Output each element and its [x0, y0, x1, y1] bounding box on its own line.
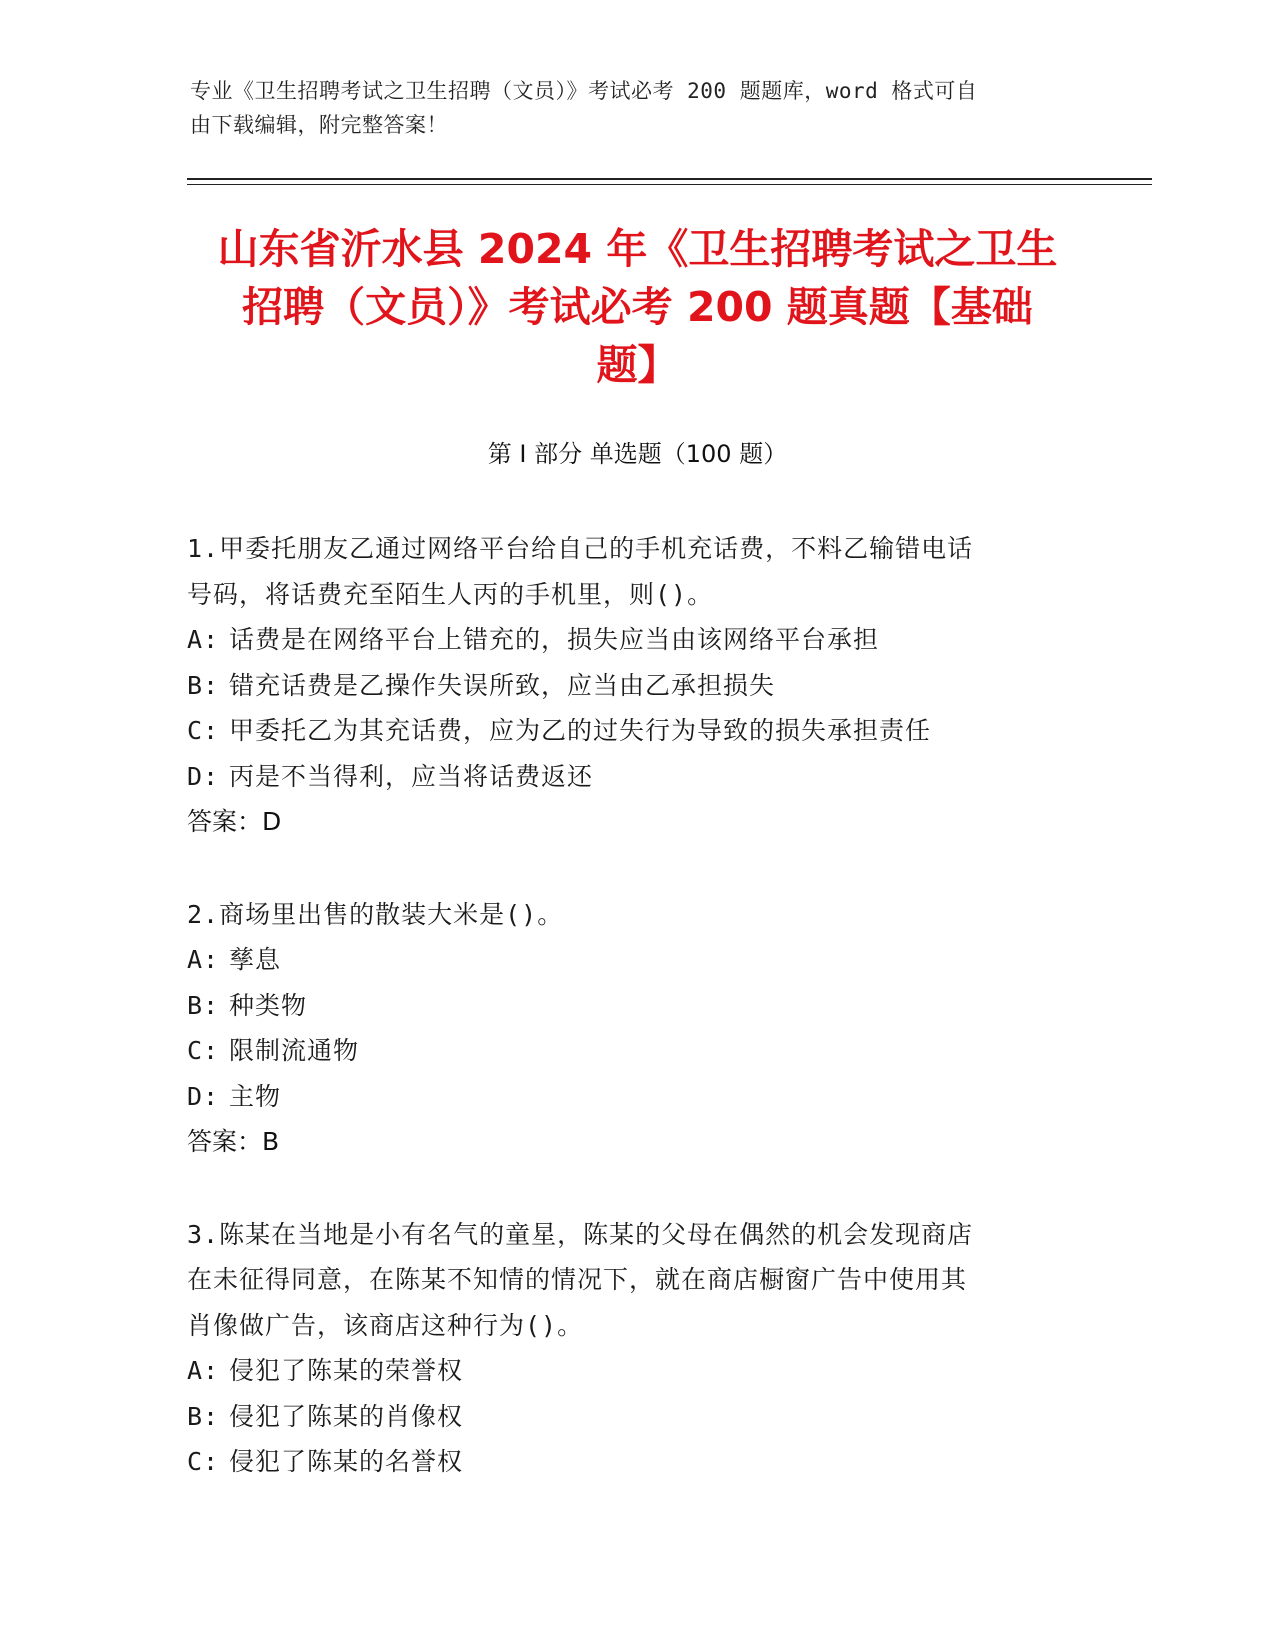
option-d: [187, 754, 1067, 800]
question-stem-line: 1.甲委托朋友乙通过网络平台给自己的手机充话费，不料乙输错电话: [187, 534, 974, 563]
document-title-line: 山东省沂水县 2024 年《卫生招聘考试之卫生: [217, 225, 1058, 273]
option-a: [187, 1348, 1067, 1394]
section-title: 第 I 部分 单选题（100 题）: [487, 440, 788, 468]
header-note-line: 由下载编辑，附完整答案！: [190, 113, 448, 137]
option-key: A:: [187, 1356, 220, 1385]
option-key: C:: [187, 1447, 220, 1476]
document-title-line: 招聘（文员）》考试必考 200 题真题【基础: [242, 283, 1033, 331]
question-stem-line: 在未征得同意，在陈某不知情的情况下，就在商店橱窗广告中使用其: [187, 1265, 968, 1294]
option-text: 主物: [229, 1081, 282, 1111]
option-key: D:: [187, 761, 220, 791]
option-text: 种类物: [229, 990, 308, 1020]
option-b: [187, 983, 1067, 1029]
option-a: [187, 617, 1067, 663]
option-key: B:: [187, 670, 220, 700]
option-a: [187, 937, 1067, 983]
option-key: C:: [187, 1036, 220, 1065]
option-text: 错充话费是乙操作失误所致，应当由乙承担损失: [229, 670, 776, 700]
option-c: [187, 1439, 1067, 1485]
option-b: [187, 1394, 1067, 1440]
option-text: 话费是在网络平台上错充的，损失应当由该网络平台承担: [229, 625, 880, 654]
option-text: 丙是不当得利，应当将话费返还: [229, 761, 594, 791]
question-list: [187, 526, 1067, 1532]
answer: 答案：D: [187, 807, 282, 836]
option-key: A:: [187, 945, 220, 974]
option-key: B:: [187, 1401, 220, 1431]
question-2: [187, 892, 1067, 1165]
option-c: [187, 1028, 1067, 1074]
option-text: 侵犯了陈某的肖像权: [229, 1401, 464, 1431]
question-stem-line: 3.陈某在当地是小有名气的童星，陈某的父母在偶然的机会发现商店: [187, 1219, 974, 1249]
option-text: 限制流通物: [229, 1036, 360, 1065]
option-text: 孳息: [229, 945, 282, 974]
option-key: C:: [187, 716, 220, 745]
question-1: [187, 526, 1067, 845]
option-text: 侵犯了陈某的荣誉权: [229, 1356, 464, 1385]
document-title-line: 题】: [596, 341, 679, 389]
option-key: A:: [187, 625, 220, 654]
document-title: [170, 220, 1105, 394]
option-text: 甲委托乙为其充话费，应为乙的过失行为导致的损失承担责任: [229, 716, 932, 745]
answer: 答案：B: [187, 1127, 280, 1156]
option-d: [187, 1074, 1067, 1120]
header-divider-thin: [187, 184, 1152, 185]
option-text: 侵犯了陈某的名誉权: [229, 1447, 464, 1476]
option-c: [187, 708, 1067, 754]
question-3: [187, 1212, 1067, 1485]
question-stem-line: 肖像做广告，该商店这种行为()。: [187, 1310, 584, 1340]
option-key: D:: [187, 1081, 220, 1111]
option-b: [187, 663, 1067, 709]
option-key: B:: [187, 990, 220, 1020]
question-stem-line: 号码，将话费充至陌生人丙的手机里，则()。: [187, 579, 714, 609]
header-divider-thick: [187, 178, 1152, 180]
header-note: [190, 74, 1090, 142]
header-note-line: 专业《卫生招聘考试之卫生招聘（文员）》考试必考 200 题题库，word 格式可自: [190, 79, 978, 103]
question-stem-line: 2.商场里出售的散装大米是()。: [187, 899, 564, 929]
